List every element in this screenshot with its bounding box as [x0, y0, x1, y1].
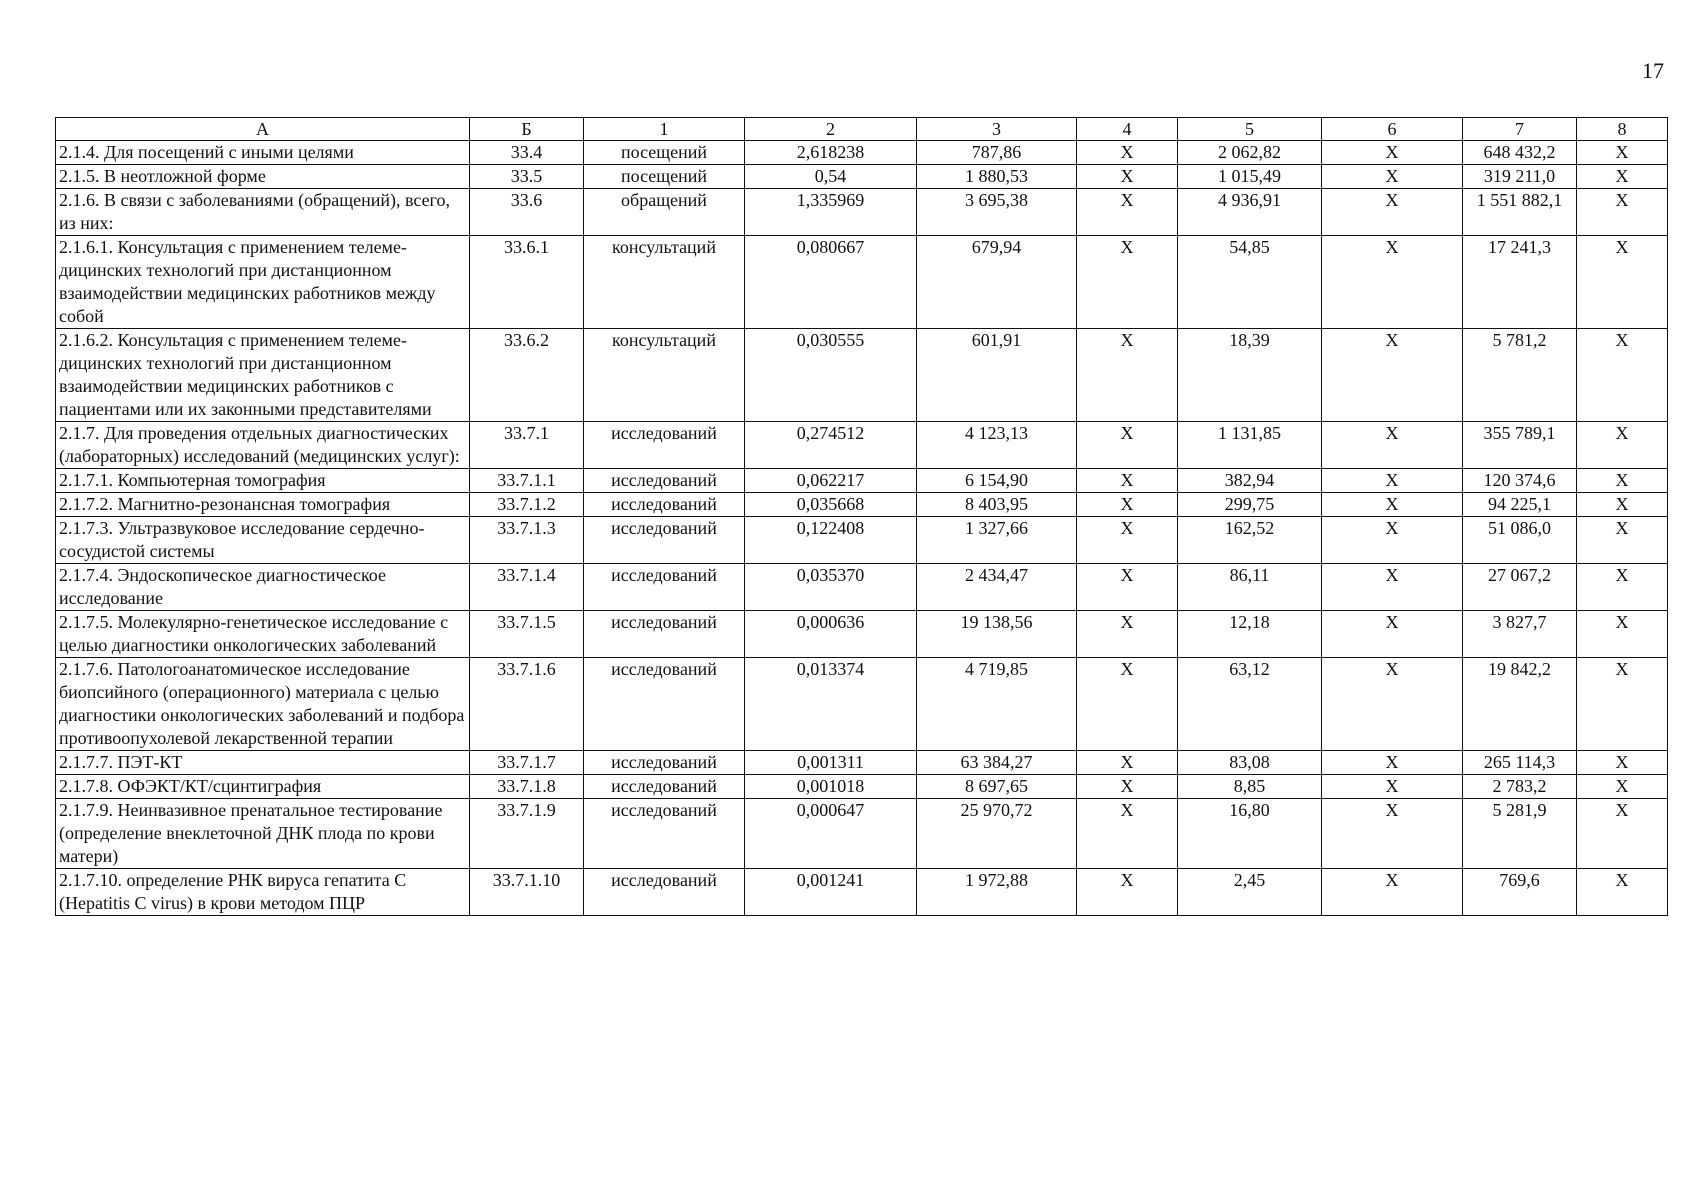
header-cell-a: А [56, 118, 470, 141]
row-col-7-cell: 1 551 882,1 [1463, 189, 1577, 236]
row-unit-cell: посещений [584, 165, 745, 189]
row-unit-cell: исследований [584, 493, 745, 517]
row-code-cell: 33.7.1.2 [470, 493, 584, 517]
row-col-6-cell: Х [1322, 611, 1463, 658]
row-col-3-cell: 601,91 [917, 329, 1077, 422]
page-number: 17 [1642, 58, 1664, 83]
header-cell-2: 2 [745, 118, 917, 141]
row-col-2-cell: 0,001311 [745, 751, 917, 775]
row-code-cell: 33.7.1.1 [470, 469, 584, 493]
row-col-3-cell: 6 154,90 [917, 469, 1077, 493]
row-col-8-cell: Х [1577, 141, 1668, 165]
row-col-5-cell: 2 062,82 [1178, 141, 1322, 165]
header-cell-6: 6 [1322, 118, 1463, 141]
row-name-cell: 2.1.7.5. Молекулярно-генетическое исследование с целью диагностики онкологических заболеваний [56, 611, 470, 658]
table-row [56, 517, 1668, 564]
row-name-cell: 2.1.6.2. Консультация с применением телемедицинских технологий при дистанционном взаимодействии медицинских работников с пациентами или их законными представителями [56, 329, 470, 422]
row-name-cell: 2.1.7.8. ОФЭКТ/КТ/сцинтиграфия [56, 775, 470, 799]
row-col-3-cell: 787,86 [917, 141, 1077, 165]
row-name-cell: 2.1.7.1. Компьютерная томография [56, 469, 470, 493]
row-col-8-cell: Х [1577, 329, 1668, 422]
row-col-3-cell: 63 384,27 [917, 751, 1077, 775]
row-col-8-cell: Х [1577, 611, 1668, 658]
row-col-4-cell: Х [1077, 422, 1178, 469]
row-col-4-cell: Х [1077, 165, 1178, 189]
row-col-2-cell: 0,000636 [745, 611, 917, 658]
row-unit-cell: исследований [584, 658, 745, 751]
row-col-3-cell: 1 880,53 [917, 165, 1077, 189]
row-col-5-cell: 83,08 [1178, 751, 1322, 775]
row-unit-cell: исследований [584, 799, 745, 869]
row-unit-cell: исследований [584, 469, 745, 493]
row-unit-cell: посещений [584, 141, 745, 165]
row-name-cell: 2.1.7.2. Магнитно-резонансная томография [56, 493, 470, 517]
row-col-3-cell: 19 138,56 [917, 611, 1077, 658]
row-col-3-cell: 2 434,47 [917, 564, 1077, 611]
row-col-5-cell: 4 936,91 [1178, 189, 1322, 236]
table-row [56, 611, 1668, 658]
row-col-3-cell: 1 327,66 [917, 517, 1077, 564]
row-col-2-cell: 0,062217 [745, 469, 917, 493]
row-col-5-cell: 16,80 [1178, 799, 1322, 869]
header-cell-3: 3 [917, 118, 1077, 141]
row-col-8-cell: Х [1577, 469, 1668, 493]
row-col-8-cell: Х [1577, 517, 1668, 564]
row-col-4-cell: Х [1077, 611, 1178, 658]
row-unit-cell: исследований [584, 517, 745, 564]
table-row [56, 236, 1668, 329]
row-col-3-cell: 25 970,72 [917, 799, 1077, 869]
row-unit-cell: исследований [584, 611, 745, 658]
row-col-8-cell: Х [1577, 751, 1668, 775]
table-row [56, 564, 1668, 611]
row-col-5-cell: 63,12 [1178, 658, 1322, 751]
row-unit-cell: консультаций [584, 236, 745, 329]
table-row [56, 775, 1668, 799]
row-col-2-cell: 0,001018 [745, 775, 917, 799]
row-unit-cell: исследований [584, 751, 745, 775]
row-code-cell: 33.7.1.6 [470, 658, 584, 751]
row-name-cell: 2.1.7.6. Патологоанатомическое исследование биопсийного (операционного) материала с целью диагностики онкологических заболеваний и подбора противоопухолевой лекарственной терапии [56, 658, 470, 751]
row-col-6-cell: Х [1322, 564, 1463, 611]
row-name-cell: 2.1.6. В связи с заболеваниями (обращений), всего, из них: [56, 189, 470, 236]
row-col-4-cell: Х [1077, 493, 1178, 517]
row-unit-cell: исследований [584, 564, 745, 611]
row-col-3-cell: 679,94 [917, 236, 1077, 329]
row-col-4-cell: Х [1077, 564, 1178, 611]
row-col-5-cell: 8,85 [1178, 775, 1322, 799]
row-col-3-cell: 1 972,88 [917, 869, 1077, 916]
row-name-cell: 2.1.7.9. Неинвазивное пренатальное тестирование (определение внеклеточной ДНК плода по крови матери) [56, 799, 470, 869]
row-code-cell: 33.7.1.4 [470, 564, 584, 611]
row-name-cell: 2.1.7.4. Эндоскопическое диагностическое исследование [56, 564, 470, 611]
row-code-cell: 33.7.1.9 [470, 799, 584, 869]
row-col-8-cell: Х [1577, 493, 1668, 517]
row-col-4-cell: Х [1077, 751, 1178, 775]
row-col-8-cell: Х [1577, 165, 1668, 189]
table-row [56, 658, 1668, 751]
row-col-2-cell: 0,030555 [745, 329, 917, 422]
row-col-8-cell: Х [1577, 236, 1668, 329]
header-cell-7: 7 [1463, 118, 1577, 141]
row-unit-cell: обращений [584, 189, 745, 236]
row-col-3-cell: 8 403,95 [917, 493, 1077, 517]
table-row [56, 493, 1668, 517]
header-cell-4: 4 [1077, 118, 1178, 141]
row-col-8-cell: Х [1577, 799, 1668, 869]
row-code-cell: 33.7.1.5 [470, 611, 584, 658]
table-header-row [56, 118, 1668, 141]
row-unit-cell: исследований [584, 869, 745, 916]
row-col-3-cell: 4 123,13 [917, 422, 1077, 469]
row-unit-cell: консультаций [584, 329, 745, 422]
row-col-7-cell: 120 374,6 [1463, 469, 1577, 493]
row-col-4-cell: Х [1077, 189, 1178, 236]
row-col-5-cell: 2,45 [1178, 869, 1322, 916]
row-col-5-cell: 299,75 [1178, 493, 1322, 517]
table-row [56, 141, 1668, 165]
row-col-8-cell: Х [1577, 658, 1668, 751]
row-col-7-cell: 769,6 [1463, 869, 1577, 916]
row-col-6-cell: Х [1322, 165, 1463, 189]
row-code-cell: 33.7.1.7 [470, 751, 584, 775]
table-row [56, 799, 1668, 869]
row-col-5-cell: 1 131,85 [1178, 422, 1322, 469]
row-unit-cell: исследований [584, 775, 745, 799]
row-col-2-cell: 1,335969 [745, 189, 917, 236]
row-col-3-cell: 8 697,65 [917, 775, 1077, 799]
row-col-6-cell: Х [1322, 799, 1463, 869]
row-col-4-cell: Х [1077, 799, 1178, 869]
row-col-2-cell: 0,000647 [745, 799, 917, 869]
row-col-7-cell: 51 086,0 [1463, 517, 1577, 564]
row-col-6-cell: Х [1322, 189, 1463, 236]
row-col-6-cell: Х [1322, 469, 1463, 493]
row-col-4-cell: Х [1077, 869, 1178, 916]
row-col-6-cell: Х [1322, 141, 1463, 165]
row-col-2-cell: 0,54 [745, 165, 917, 189]
row-col-5-cell: 1 015,49 [1178, 165, 1322, 189]
row-col-5-cell: 12,18 [1178, 611, 1322, 658]
table-row [56, 189, 1668, 236]
row-code-cell: 33.7.1.10 [470, 869, 584, 916]
row-col-2-cell: 0,122408 [745, 517, 917, 564]
row-col-7-cell: 319 211,0 [1463, 165, 1577, 189]
row-col-7-cell: 648 432,2 [1463, 141, 1577, 165]
row-col-8-cell: Х [1577, 189, 1668, 236]
row-col-6-cell: Х [1322, 422, 1463, 469]
row-col-7-cell: 3 827,7 [1463, 611, 1577, 658]
row-col-8-cell: Х [1577, 422, 1668, 469]
row-code-cell: 33.4 [470, 141, 584, 165]
row-col-5-cell: 382,94 [1178, 469, 1322, 493]
row-col-4-cell: Х [1077, 236, 1178, 329]
row-col-5-cell: 18,39 [1178, 329, 1322, 422]
row-col-6-cell: Х [1322, 517, 1463, 564]
row-col-2-cell: 0,001241 [745, 869, 917, 916]
row-col-6-cell: Х [1322, 751, 1463, 775]
row-col-2-cell: 0,013374 [745, 658, 917, 751]
row-name-cell: 2.1.7. Для проведения отдельных диагностических (лабораторных) исследований (медицинских услуг): [56, 422, 470, 469]
row-col-6-cell: Х [1322, 236, 1463, 329]
row-col-7-cell: 355 789,1 [1463, 422, 1577, 469]
row-col-7-cell: 265 114,3 [1463, 751, 1577, 775]
row-col-3-cell: 4 719,85 [917, 658, 1077, 751]
row-code-cell: 33.7.1 [470, 422, 584, 469]
row-code-cell: 33.7.1.8 [470, 775, 584, 799]
row-name-cell: 2.1.6.1. Консультация с применением телемедицинских технологий при дистанционном взаимодействии медицинских работников между собой [56, 236, 470, 329]
row-col-4-cell: Х [1077, 517, 1178, 564]
header-cell-5: 5 [1178, 118, 1322, 141]
row-name-cell: 2.1.7.7. ПЭТ-КТ [56, 751, 470, 775]
row-col-7-cell: 5 281,9 [1463, 799, 1577, 869]
table-row [56, 751, 1668, 775]
row-col-4-cell: Х [1077, 658, 1178, 751]
table-row [56, 422, 1668, 469]
row-col-3-cell: 3 695,38 [917, 189, 1077, 236]
row-col-7-cell: 19 842,2 [1463, 658, 1577, 751]
row-col-6-cell: Х [1322, 869, 1463, 916]
row-col-6-cell: Х [1322, 329, 1463, 422]
row-name-cell: 2.1.7.3. Ультразвуковое исследование сердечно-сосудистой системы [56, 517, 470, 564]
row-col-8-cell: Х [1577, 564, 1668, 611]
table-row [56, 869, 1668, 916]
row-name-cell: 2.1.4. Для посещений с иными целями [56, 141, 470, 165]
row-col-2-cell: 0,035668 [745, 493, 917, 517]
row-col-4-cell: Х [1077, 775, 1178, 799]
row-code-cell: 33.5 [470, 165, 584, 189]
row-col-4-cell: Х [1077, 469, 1178, 493]
table-row [56, 469, 1668, 493]
row-col-8-cell: Х [1577, 869, 1668, 916]
table-body [56, 141, 1668, 916]
row-code-cell: 33.6.1 [470, 236, 584, 329]
row-col-5-cell: 86,11 [1178, 564, 1322, 611]
row-col-5-cell: 54,85 [1178, 236, 1322, 329]
table-row [56, 329, 1668, 422]
header-cell-1: 1 [584, 118, 745, 141]
row-col-2-cell: 0,274512 [745, 422, 917, 469]
row-col-2-cell: 0,080667 [745, 236, 917, 329]
row-col-7-cell: 17 241,3 [1463, 236, 1577, 329]
row-col-7-cell: 2 783,2 [1463, 775, 1577, 799]
row-name-cell: 2.1.5. В неотложной форме [56, 165, 470, 189]
row-col-7-cell: 27 067,2 [1463, 564, 1577, 611]
row-col-2-cell: 2,618238 [745, 141, 917, 165]
row-col-2-cell: 0,035370 [745, 564, 917, 611]
row-col-6-cell: Х [1322, 775, 1463, 799]
row-unit-cell: исследований [584, 422, 745, 469]
row-col-6-cell: Х [1322, 658, 1463, 751]
row-col-4-cell: Х [1077, 141, 1178, 165]
header-cell-b: Б [470, 118, 584, 141]
table-row [56, 165, 1668, 189]
row-col-4-cell: Х [1077, 329, 1178, 422]
data-table [55, 117, 1668, 916]
row-code-cell: 33.6 [470, 189, 584, 236]
row-code-cell: 33.6.2 [470, 329, 584, 422]
row-code-cell: 33.7.1.3 [470, 517, 584, 564]
row-name-cell: 2.1.7.10. определение РНК вируса гепатита С (Hepatitis C virus) в крови методом ПЦР [56, 869, 470, 916]
row-col-7-cell: 94 225,1 [1463, 493, 1577, 517]
row-col-5-cell: 162,52 [1178, 517, 1322, 564]
row-col-7-cell: 5 781,2 [1463, 329, 1577, 422]
header-cell-8: 8 [1577, 118, 1668, 141]
row-col-8-cell: Х [1577, 775, 1668, 799]
row-col-6-cell: Х [1322, 493, 1463, 517]
